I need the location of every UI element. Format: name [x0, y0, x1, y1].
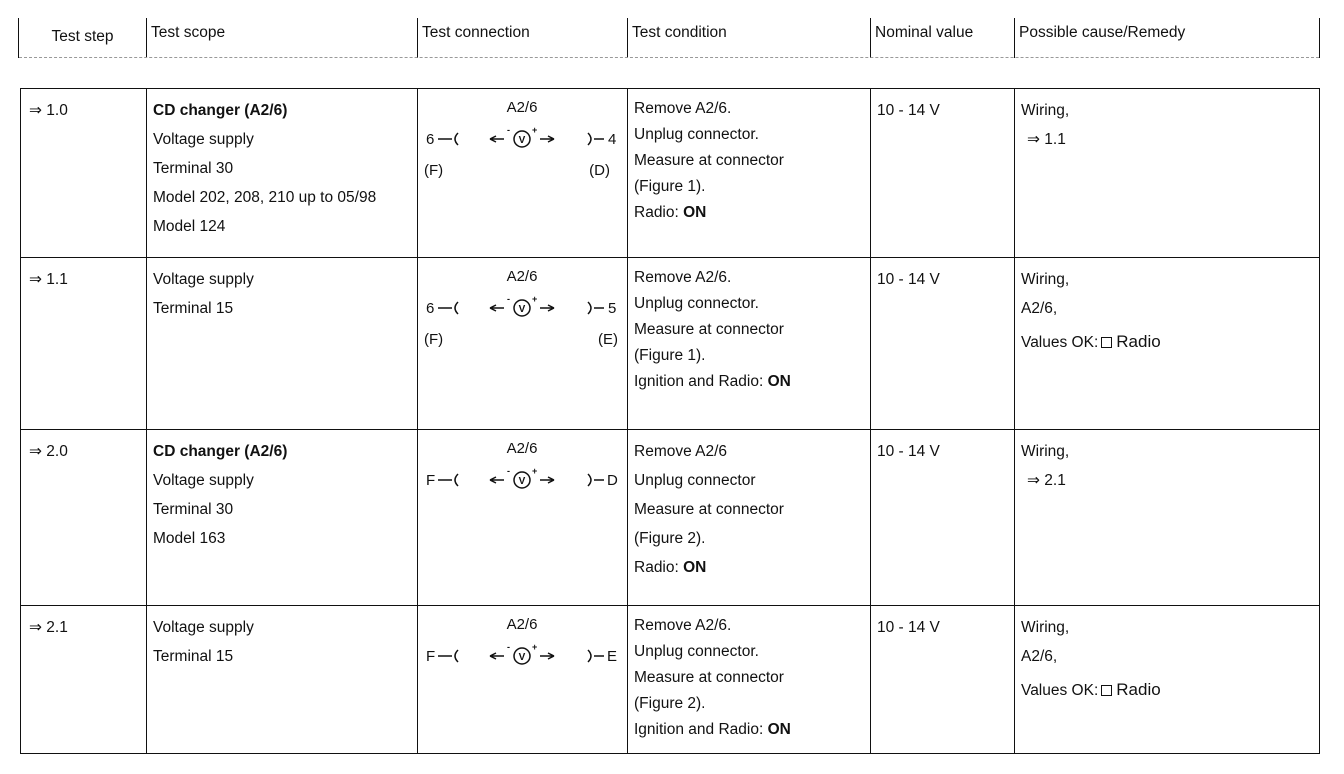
nominal-value: 10 - 14 V — [877, 619, 940, 636]
test-condition-cell — [627, 606, 870, 753]
nominal-value: 10 - 14 V — [877, 102, 940, 119]
scope-line: Voltage supply — [153, 131, 254, 148]
test-connection-cell — [417, 430, 627, 605]
right-arrow-icon — [540, 653, 554, 659]
condition-line: Unplug connector. — [634, 126, 759, 143]
condition-line: Measure at connector — [634, 321, 784, 338]
test-scope-cell — [146, 89, 417, 257]
condition-line: (Figure 2). — [634, 695, 706, 712]
table-row — [21, 429, 1319, 605]
table-row — [21, 89, 1319, 257]
condition-line: Unplug connector. — [634, 295, 759, 312]
plus-sign: + — [532, 642, 538, 652]
test-scope-cell — [146, 606, 417, 753]
table-header — [18, 18, 1320, 58]
header-test-scope: Test scope — [146, 18, 417, 58]
left-connector-icon — [438, 474, 458, 486]
scope-line: Voltage supply — [153, 472, 254, 489]
scope-line: Terminal 15 — [153, 648, 234, 665]
plus-sign: + — [532, 294, 538, 304]
voltmeter-label: V — [518, 304, 526, 315]
right-pin-label: E — [607, 648, 618, 665]
scope-line: CD changer (A2/6) — [153, 443, 288, 460]
header-test-step: Test step — [51, 28, 114, 45]
left-pin-label: 6 — [426, 300, 435, 317]
checkbox-square-icon — [1101, 337, 1112, 348]
nominal-value: 10 - 14 V — [877, 443, 940, 460]
remedy-line — [1021, 327, 1314, 357]
test-step-cell — [21, 430, 146, 605]
condition-line — [634, 717, 865, 743]
remedy-line: Wiring, — [1021, 619, 1070, 636]
test-step-cell — [21, 89, 146, 257]
remedy-line: Wiring, — [1021, 443, 1070, 460]
nominal-value: 10 - 14 V — [877, 271, 940, 288]
right-connector-icon — [588, 302, 604, 314]
right-pin-label: D — [607, 472, 618, 489]
remedy-cell — [1014, 430, 1319, 605]
scope-line: Terminal 30 — [153, 501, 234, 518]
scope-line: Terminal 30 — [153, 160, 234, 177]
left-sub-label: (F) — [424, 331, 444, 348]
scope-line: Voltage supply — [153, 619, 254, 636]
voltmeter-label: V — [518, 135, 526, 146]
header-possible-cause: Possible cause/Remedy — [1014, 18, 1319, 58]
test-connection-cell — [417, 258, 627, 429]
right-connector-icon — [588, 133, 604, 145]
scope-line: Model 202, 208, 210 up to 05/98 — [153, 189, 377, 206]
remedy-target: Radio — [1116, 680, 1161, 699]
right-connector-icon — [588, 474, 604, 486]
component-label: A2/6 — [506, 99, 538, 116]
right-pin-label: 5 — [608, 300, 617, 317]
condition-state: ON — [683, 559, 707, 576]
condition-line: Measure at connector — [634, 152, 784, 169]
minus-sign: - — [507, 294, 510, 304]
condition-state: ON — [767, 721, 791, 738]
minus-sign: - — [507, 466, 510, 476]
scope-line: Model 163 — [153, 530, 226, 547]
test-step-cell — [21, 258, 146, 429]
right-sub-label: (D) — [589, 162, 610, 179]
checkbox-square-icon — [1101, 685, 1112, 696]
left-arrow-icon — [490, 653, 504, 659]
minus-sign: - — [507, 125, 510, 135]
condition-prefix: Radio: — [634, 559, 684, 576]
minus-sign: - — [507, 642, 510, 652]
condition-state: ON — [767, 373, 791, 390]
condition-prefix: Radio: — [634, 204, 684, 221]
voltmeter-diagram — [418, 606, 627, 696]
condition-line: Remove A2/6. — [634, 617, 732, 634]
condition-line: Unplug connector — [634, 472, 756, 489]
left-arrow-icon — [490, 477, 504, 483]
remedy-cell — [1014, 258, 1319, 429]
component-label: A2/6 — [506, 616, 538, 633]
test-scope-cell — [146, 258, 417, 429]
condition-line: Measure at connector — [634, 501, 784, 518]
voltmeter-diagram — [418, 430, 627, 520]
remedy-cell — [1014, 89, 1319, 257]
values-ok-label: Values OK: — [1021, 334, 1099, 351]
condition-line: Remove A2/6. — [634, 100, 732, 117]
test-step: ⇒ 1.1 — [29, 271, 68, 288]
left-arrow-icon — [490, 136, 504, 142]
remedy-line: A2/6, — [1021, 648, 1058, 665]
nominal-value-cell — [870, 258, 1014, 429]
condition-prefix: Ignition and Radio: — [634, 373, 768, 390]
left-connector-icon — [438, 650, 458, 662]
condition-line — [634, 200, 865, 226]
condition-line — [634, 553, 865, 582]
condition-line: (Figure 1). — [634, 347, 706, 364]
right-arrow-icon — [540, 477, 554, 483]
voltmeter-diagram — [418, 258, 627, 348]
component-label: A2/6 — [506, 268, 538, 285]
remedy-line — [1021, 675, 1314, 705]
left-arrow-icon — [490, 305, 504, 311]
remedy-link: ⇒ 2.1 — [1027, 472, 1066, 489]
remedy-link: ⇒ 1.1 — [1027, 131, 1066, 148]
condition-line — [634, 369, 865, 395]
remedy-cell — [1014, 606, 1319, 753]
scope-line: Terminal 15 — [153, 300, 234, 317]
header-test-connection: Test connection — [417, 18, 627, 58]
voltmeter-label: V — [518, 652, 526, 663]
test-table — [20, 88, 1320, 754]
test-condition-cell — [627, 258, 870, 429]
header-nominal-value: Nominal value — [870, 18, 1014, 58]
test-scope-cell — [146, 430, 417, 605]
left-connector-icon — [438, 133, 458, 145]
test-condition-cell — [627, 430, 870, 605]
condition-state: ON — [683, 204, 707, 221]
scope-line: Model 124 — [153, 218, 226, 235]
right-pin-label: 4 — [608, 131, 617, 148]
condition-prefix: Ignition and Radio: — [634, 721, 768, 738]
condition-line: (Figure 2). — [634, 530, 706, 547]
remedy-line: Wiring, — [1021, 102, 1070, 119]
table-row — [21, 605, 1319, 753]
condition-line: Remove A2/6. — [634, 269, 732, 286]
condition-line: Unplug connector. — [634, 643, 759, 660]
left-sub-label: (F) — [424, 162, 444, 179]
left-connector-icon — [438, 302, 458, 314]
test-connection-cell — [417, 89, 627, 257]
test-condition-cell — [627, 89, 870, 257]
test-connection-cell — [417, 606, 627, 753]
table-row — [21, 257, 1319, 429]
voltmeter-diagram — [418, 89, 627, 179]
test-step: ⇒ 1.0 — [29, 102, 68, 119]
nominal-value-cell — [870, 89, 1014, 257]
left-pin-label: F — [426, 472, 436, 489]
nominal-value-cell — [870, 430, 1014, 605]
right-arrow-icon — [540, 136, 554, 142]
remedy-target: Radio — [1116, 332, 1161, 351]
header-test-condition: Test condition — [627, 18, 870, 58]
remedy-line: Wiring, — [1021, 271, 1070, 288]
plus-sign: + — [532, 466, 538, 476]
condition-line: (Figure 1). — [634, 178, 706, 195]
voltmeter-label: V — [518, 476, 526, 487]
right-connector-icon — [588, 650, 604, 662]
left-pin-label: F — [426, 648, 436, 665]
remedy-line: A2/6, — [1021, 300, 1058, 317]
left-pin-label: 6 — [426, 131, 435, 148]
test-step: ⇒ 2.0 — [29, 443, 68, 460]
condition-line: Remove A2/6 — [634, 443, 728, 460]
plus-sign: + — [532, 125, 538, 135]
scope-line: Voltage supply — [153, 271, 254, 288]
values-ok-label: Values OK: — [1021, 682, 1099, 699]
nominal-value-cell — [870, 606, 1014, 753]
condition-line: Measure at connector — [634, 669, 784, 686]
right-arrow-icon — [540, 305, 554, 311]
test-step: ⇒ 2.1 — [29, 619, 68, 636]
scope-line: CD changer (A2/6) — [153, 102, 288, 119]
test-step-cell — [21, 606, 146, 753]
right-sub-label: (E) — [598, 331, 618, 348]
component-label: A2/6 — [506, 440, 538, 457]
